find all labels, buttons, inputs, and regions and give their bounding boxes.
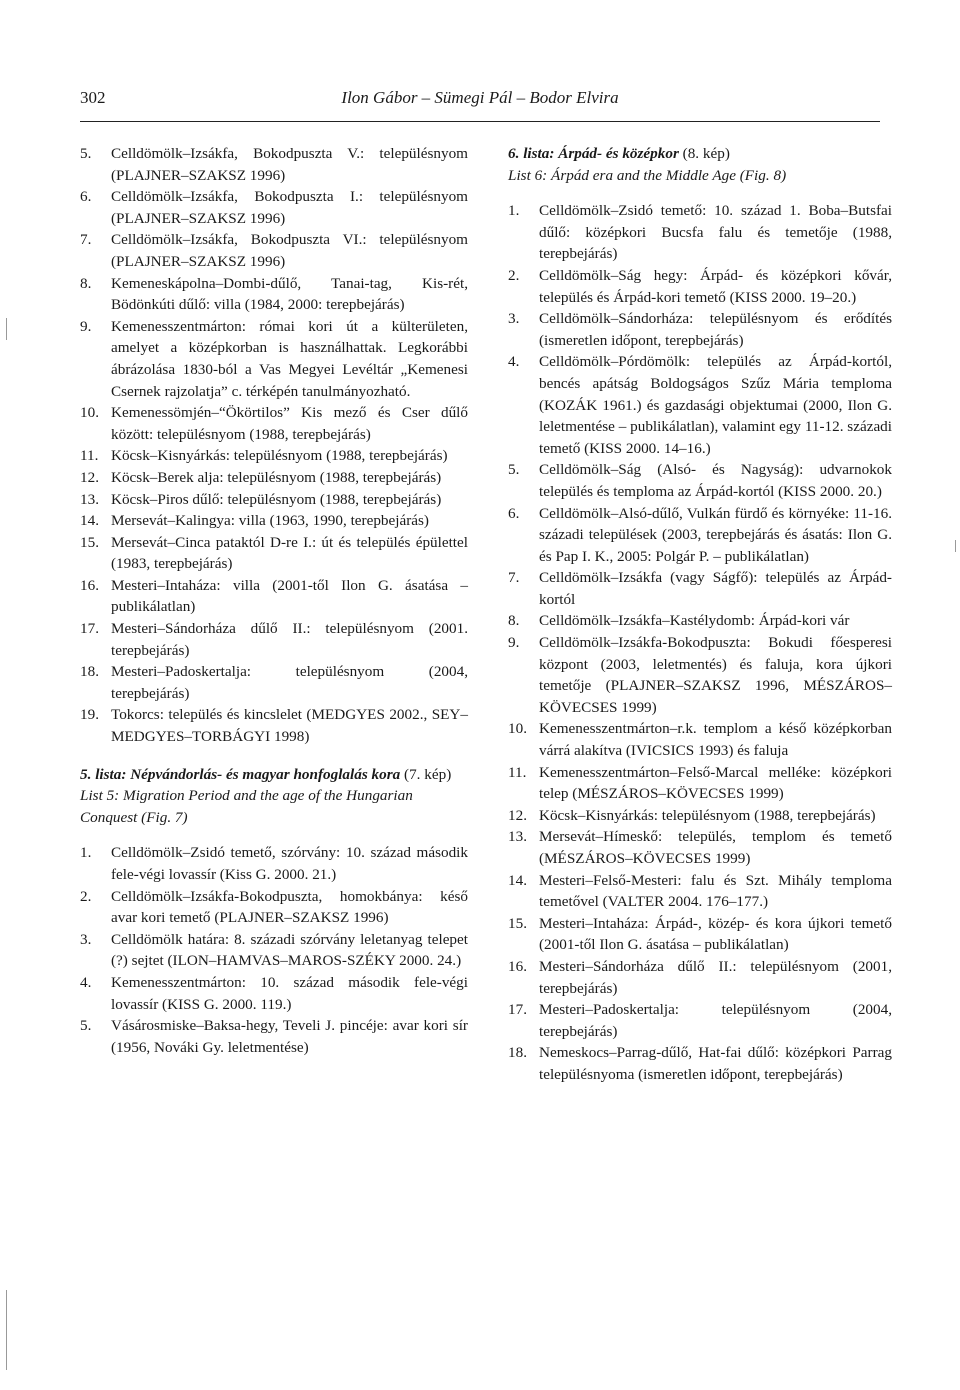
- list-item: [508, 870, 892, 913]
- list-item: [508, 567, 892, 610]
- list-item: [80, 229, 468, 272]
- item-text: Köcsk–Kisnyárkás: településnyom (1988, terepbejárás): [111, 447, 448, 465]
- list5-english-title: List 5: Migration Period and the age of the Hungarian Conquest (Fig. 7): [80, 787, 413, 826]
- list-item: [80, 661, 468, 704]
- item-number: 14.: [508, 871, 527, 889]
- item-text: Nemeskocs–Parrag-dűlő, Hat-fai dűlő: középkori Parrag településnyoma (ismeretlen időpont, terepbejárás): [539, 1044, 892, 1083]
- list5-heading: [80, 764, 468, 829]
- list6-english-title: List 6: Árpád era and the Middle Age (Fig. 8): [508, 166, 787, 184]
- item-text: Celldömölk–Izsákfa-Bokodpuszta: Bokudi főesperesi központ (2003, leletmentés) és faluja, kora újkori temetője (PLAJNER–SZAKSZ 1996, MÉSZÁROS–KÖVECSES 1999): [539, 634, 892, 716]
- item-number: 1.: [80, 844, 92, 862]
- list-item: [508, 632, 892, 718]
- item-number: 8.: [508, 612, 520, 630]
- item-number: 9.: [508, 634, 520, 652]
- item-number: 9.: [80, 317, 92, 335]
- item-number: 5.: [80, 1017, 92, 1035]
- item-number: 12.: [508, 806, 527, 824]
- list-item: [508, 805, 892, 827]
- item-text: Mersevát–Hímeskő: település, templom és temető (MÉSZÁROS–KÖVECSES 1999): [539, 828, 892, 867]
- item-number: 3.: [508, 310, 520, 328]
- list-item: [80, 273, 468, 316]
- list-item: [80, 445, 468, 467]
- item-text: Köcsk–Piros dűlő: településnyom (1988, terepbejárás): [111, 490, 442, 508]
- item-number: 2.: [508, 266, 520, 284]
- list-item: [80, 886, 468, 929]
- list-item: [80, 510, 468, 532]
- item-text: Kemenesszentmárton: 10. század második fele-végi lovassír (KISS G. 2000. 119.): [111, 973, 468, 1013]
- item-number: 16.: [80, 576, 99, 594]
- page-header: [80, 88, 880, 114]
- item-text: Mesteri–Padoskertalja: településnyom (2004, terepbejárás): [111, 663, 468, 702]
- item-text: Mesteri–Felső-Mesteri: falu és Szt. Mihály temploma temetővel (VALTER 2004. 176–177.): [539, 871, 892, 911]
- right-column: [508, 143, 892, 1086]
- list-item: [508, 826, 892, 869]
- scan-margin-mark: [6, 1290, 7, 1370]
- item-number: 13.: [508, 828, 527, 846]
- item-text: Celldömölk–Izsákfa, Bokodpuszta I.: településnyom (PLAJNER–SZAKSZ 1996): [111, 188, 468, 227]
- list-item: [508, 956, 892, 999]
- item-number: 11.: [80, 447, 99, 465]
- item-text: Celldömölk–Alsó-dűlő, Vulkán fürdő és környéke: 11-16. századi települések (2003, terepbejárás és ásatás: Ilon G. és Pap I. K., 2005: Polgár P. – publikálatlan): [539, 504, 892, 565]
- item-text: Celldömölk–Ság (Alsó- és Nagyság): udvarnokok település és temploma az Árpád-kortól (KISS 2000. 20.): [539, 461, 892, 500]
- item-number: 4.: [80, 973, 92, 991]
- list-item: [80, 402, 468, 445]
- item-text: Mersevát–Kalingya: villa (1963, 1990, terepbejárás): [111, 512, 429, 530]
- item-number: 8.: [80, 274, 92, 292]
- list-item: [508, 459, 892, 502]
- item-text: Celldömölk–Izsákfa, Bokodpuszta V.: településnyom (PLAJNER–SZAKSZ 1996): [111, 145, 468, 184]
- item-text: Mesteri–Padoskertalja: településnyom (2004, terepbejárás): [539, 1001, 892, 1040]
- running-title: Ilon Gábor – Sümegi Pál – Bodor Elvira: [341, 88, 619, 107]
- list-item: [508, 913, 892, 956]
- item-text: Celldömölk–Izsákfa–Kastélydomb: Árpád-kori vár: [539, 612, 850, 630]
- scan-margin-mark: [955, 540, 956, 552]
- item-text: Mesteri–Sándorháza dűlő II.: településnyom (2001, terepbejárás): [539, 957, 892, 997]
- scan-margin-mark: [6, 318, 7, 340]
- item-number: 18.: [508, 1044, 527, 1062]
- list-item: [80, 316, 468, 402]
- item-number: 7.: [80, 231, 92, 249]
- item-text: Celldömölk–Izsákfa-Bokodpuszta, homokbánya: késő avar kori temető (PLAJNER–SZAKSZ 1996): [111, 887, 468, 927]
- item-text: Kemenesszentmárton: római kori út a külterületen, amelyet a középkorban is használhattak. Legkorábbi ábrázolása 1830-ból a Vas Megyei Levéltár „Kemenesi Csernek rajzolatja” c. térképén tanulmányozható.: [111, 317, 468, 400]
- list-item: [508, 265, 892, 308]
- item-text: Celldömölk–Pórdömölk: település az Árpád-kortól, bencés apátság Boldogságos Szűz Mária temploma (KOZÁK 1961.) és gazdasági objektumai (2000, Ilon G. leletmentése – publikálatlan), valamint egy 11-12. századi temető (KISS 2000. 14–16.): [539, 353, 892, 457]
- item-text: Vásárosmiske–Baksa-hegy, Teveli J. pincéje: avar kori sír (1956, Nováki Gy. leletmentése): [111, 1017, 468, 1056]
- item-number: 1.: [508, 202, 520, 220]
- item-text: Kemenessömjén–“Ökörtilos” Kis mező és Cser dűlő között: településnyom (1988, terepbejárás): [111, 404, 468, 443]
- header-rule: [80, 121, 880, 122]
- item-number: 6.: [508, 504, 520, 522]
- list-item: [508, 1042, 892, 1085]
- item-number: 7.: [508, 569, 520, 587]
- item-number: 15.: [508, 914, 527, 932]
- item-text: Tokorcs: település és kincslelet (MEDGYES 2002., SEY–MEDGYES–TORBÁGYI 1998): [111, 706, 468, 746]
- list-item: [508, 999, 892, 1042]
- list-item: [508, 503, 892, 568]
- item-text: Celldömölk–Izsákfa, Bokodpuszta VI.: településnyom (PLAJNER–SZAKSZ 1996): [111, 231, 468, 270]
- item-text: Kemenesszentmárton–r.k. templom a késő középkorban várrá alakítva (IVICSICS 1993) és faluja: [539, 720, 892, 760]
- item-text: Mersevát–Cinca pataktól D-re I.: út és település épülettel (1983, terepbejárás): [111, 533, 468, 573]
- item-text: Kemeneskápolna–Dombi-dűlő, Tanai-tag, Kis-rét, Bödönkúti dűlő: villa (1984, 2000: terepbejárás): [111, 274, 468, 314]
- item-number: 5.: [80, 145, 92, 162]
- item-text: Kemenesszentmárton–Felső-Marcal melléke: középkori telep (MÉSZÁROS–KÖVECSES 1999): [539, 763, 892, 803]
- list6-fig-ref: (8. kép): [678, 145, 730, 162]
- item-number: 2.: [80, 887, 92, 905]
- item-text: Mesteri–Intaháza: Árpád-, közép- és kora újkori temető (2001-től Ilon G. ásatása – publikálatlan): [539, 914, 892, 954]
- list4-continued: [80, 143, 468, 748]
- item-number: 15.: [80, 533, 99, 551]
- list-item: [80, 467, 468, 489]
- item-number: 11.: [508, 763, 527, 781]
- page-number: 302: [80, 88, 106, 107]
- item-text: Köcsk–Berek alja: településnyom (1988, terepbejárás): [111, 468, 442, 486]
- item-number: 14.: [80, 512, 99, 530]
- item-number: 4.: [508, 353, 520, 371]
- item-number: 6.: [80, 188, 92, 206]
- left-column: [80, 143, 468, 1058]
- item-text: Celldömölk–Izsákfa (vagy Ságfő): település az Árpád-kortól: [539, 569, 892, 608]
- item-text: Köcsk–Kisnyárkás: településnyom (1988, terepbejárás): [539, 806, 876, 824]
- list-item: [80, 704, 468, 747]
- list-item: [508, 718, 892, 761]
- item-number: 3.: [80, 930, 92, 948]
- item-text: Celldömölk–Zsidó temető: 10. század 1. Boba–Butsfai dűlő: középkori Bucsfa falu és temetője (1988, terepbejárás): [539, 202, 892, 263]
- item-text: Mesteri–Intaháza: villa (2001-től Ilon G. ásatása – publikálatlan): [111, 576, 468, 616]
- list-item: [508, 200, 892, 265]
- list5-fig-ref: (7. kép): [400, 765, 452, 783]
- item-number: 19.: [80, 706, 99, 724]
- list-item: [80, 575, 468, 618]
- item-number: 13.: [80, 490, 99, 508]
- item-number: 10.: [80, 404, 99, 422]
- list6-items: [508, 200, 892, 1085]
- list-item: [80, 929, 468, 972]
- item-number: 10.: [508, 720, 527, 738]
- item-number: 17.: [80, 620, 99, 638]
- item-text: Celldömölk határa: 8. századi szórvány leletanyag telepet (?) sejtet (ILON–HAMVAS–MAROS-SZÉKY 2000. 24.): [111, 930, 468, 970]
- list6-heading: [508, 143, 892, 186]
- list-item: [80, 618, 468, 661]
- list-item: [80, 143, 468, 186]
- item-text: Celldömölk–Ság hegy: Árpád- és középkori kővár, település és Árpád-kori temető (KISS 2000. 19–20.): [539, 266, 892, 306]
- item-number: 17.: [508, 1001, 527, 1019]
- list-item: [508, 308, 892, 351]
- list-item: [80, 1015, 468, 1058]
- list-item: [80, 532, 468, 575]
- list-item: [80, 972, 468, 1015]
- list-item: [508, 610, 892, 632]
- list5-items: [80, 842, 468, 1058]
- item-number: 12.: [80, 468, 99, 486]
- list-item: [80, 186, 468, 229]
- item-number: 16.: [508, 957, 527, 975]
- item-text: Mesteri–Sándorháza dűlő II.: településnyom (2001. terepbejárás): [111, 620, 468, 659]
- item-number: 18.: [80, 663, 99, 681]
- list-item: [508, 762, 892, 805]
- list-item: [80, 489, 468, 511]
- item-text: Celldömölk–Sándorháza: településnyom és erődítés (ismeretlen időpont, terepbejárás): [539, 310, 892, 349]
- item-text: Celldömölk–Zsidó temető, szórvány: 10. század második fele-végi lovassír (Kiss G. 2000. 21.): [111, 844, 468, 883]
- list5-title: 5. lista: Népvándorlás- és magyar honfoglalás kora: [80, 765, 401, 783]
- list-item: [80, 842, 468, 885]
- list6-title: 6. lista: Árpád- és középkor: [508, 145, 679, 162]
- item-number: 5.: [508, 461, 520, 479]
- list-item: [508, 351, 892, 459]
